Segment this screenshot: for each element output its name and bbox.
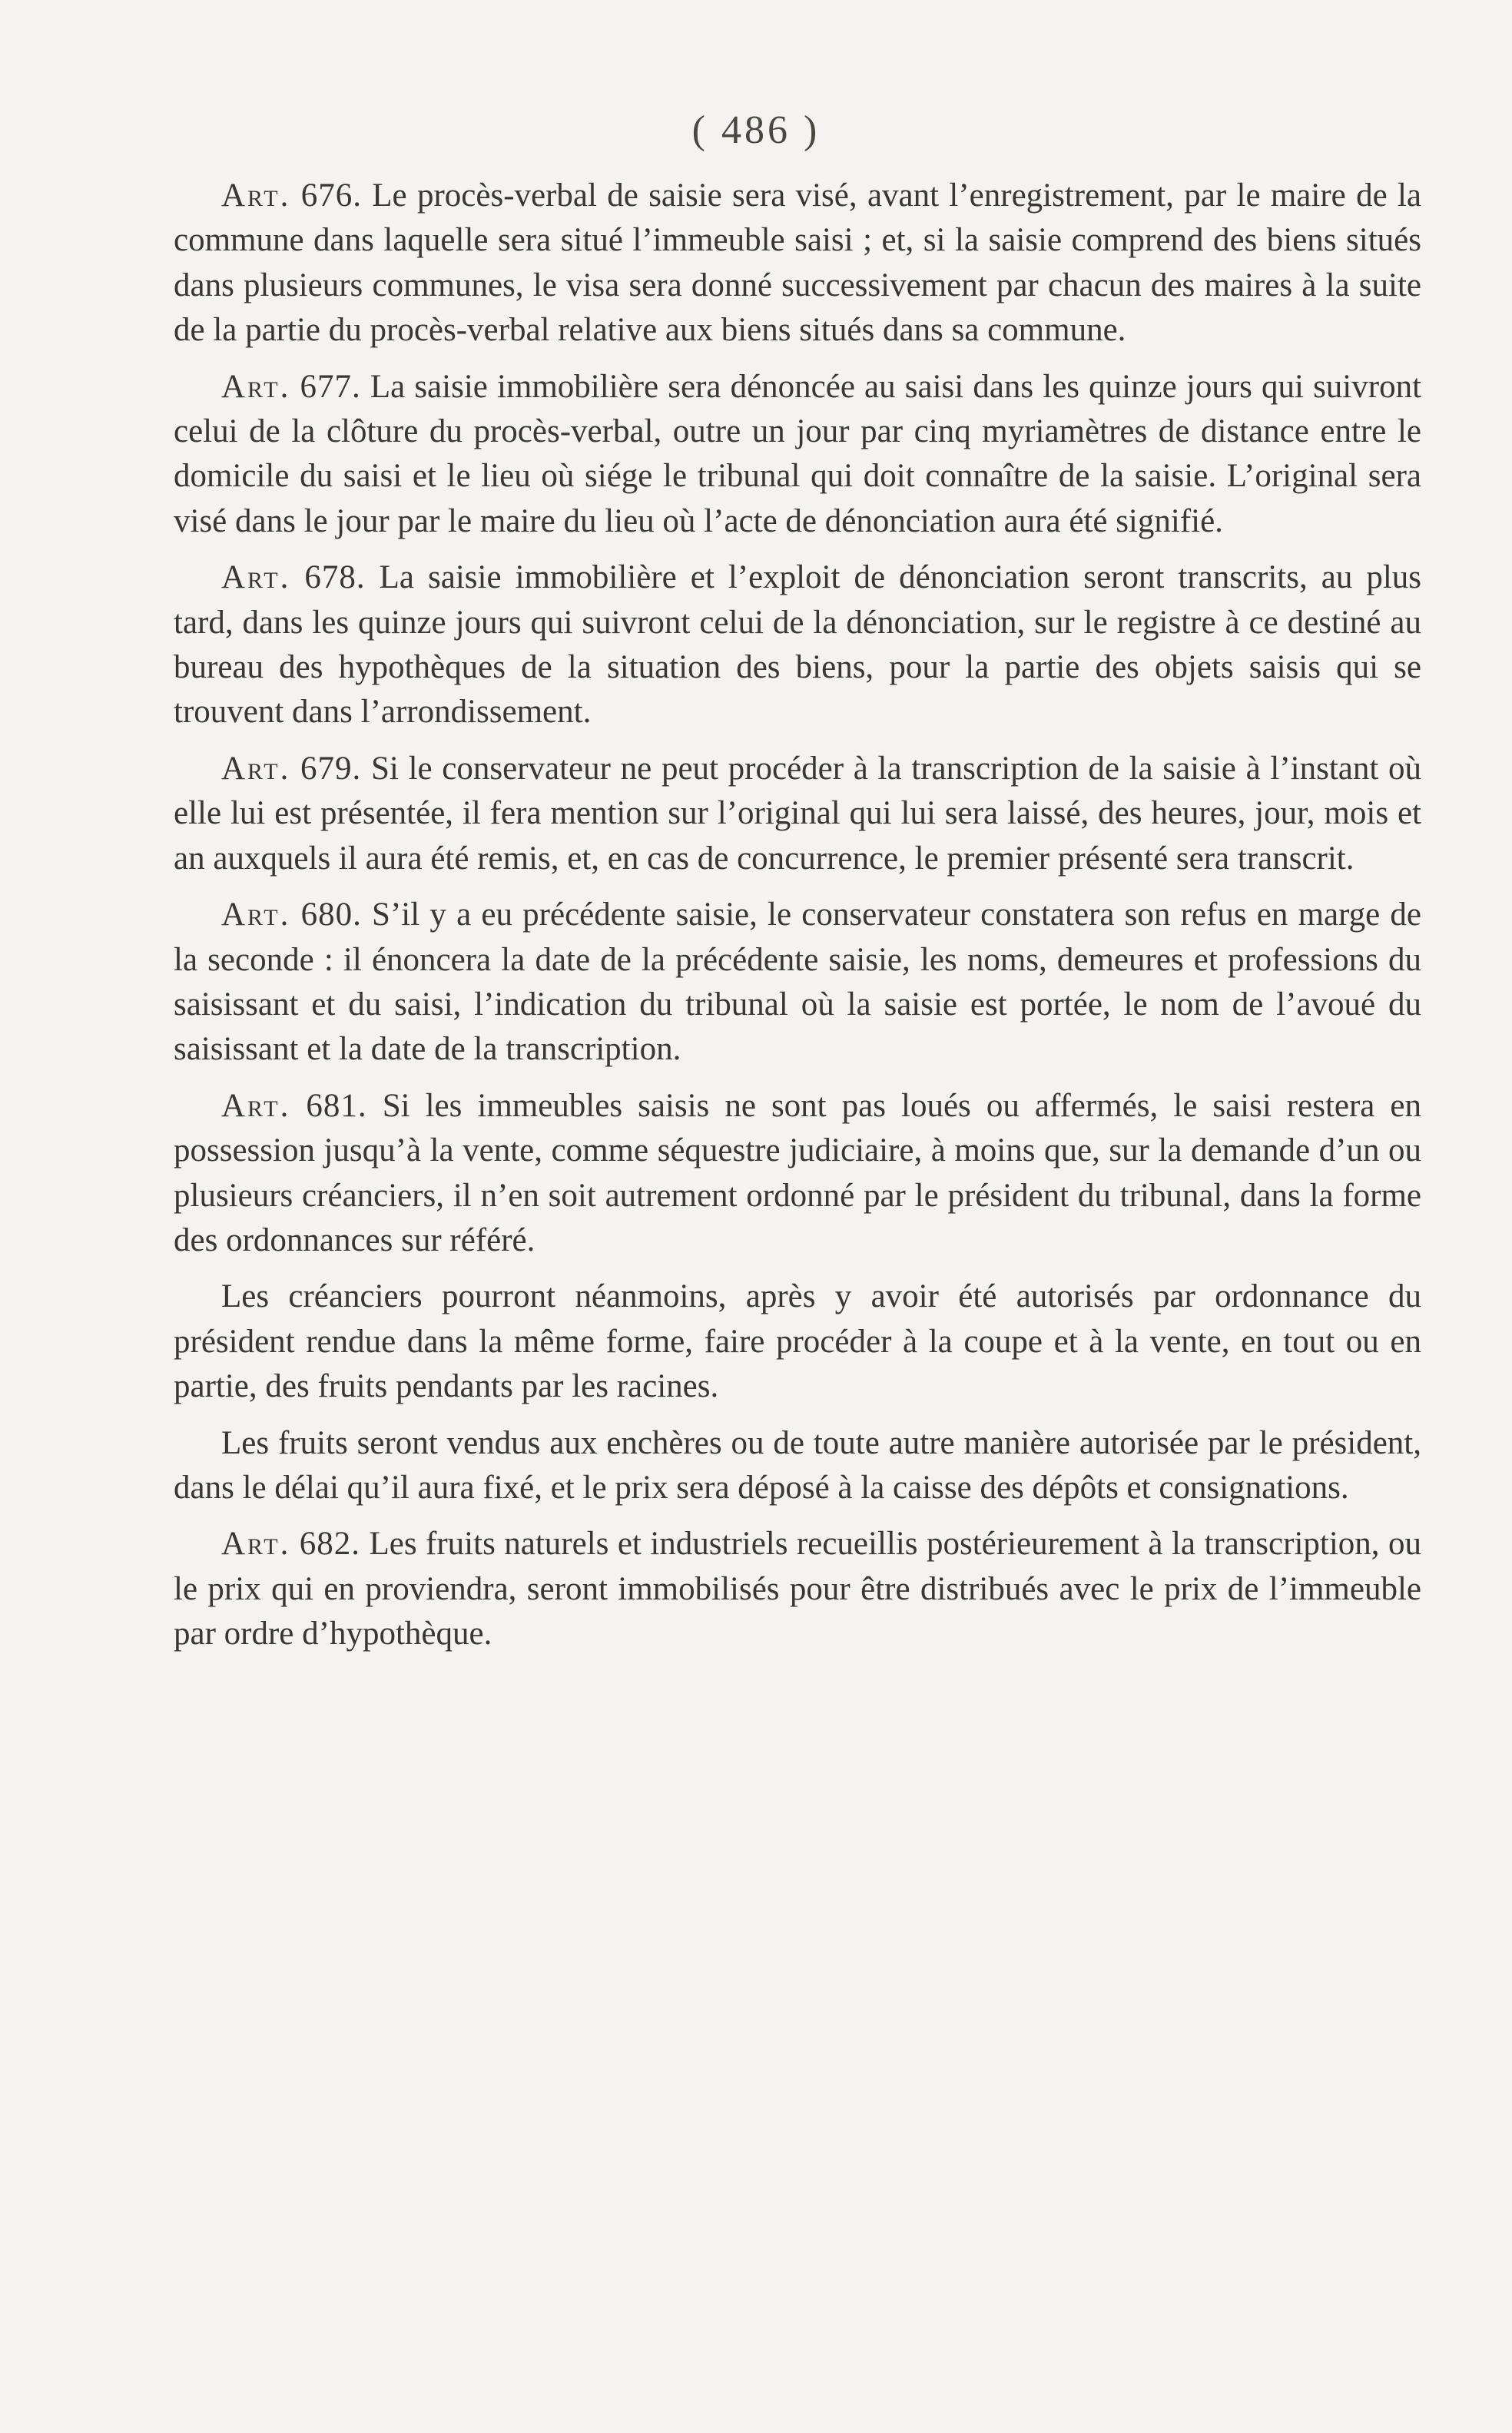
- article-number: 678.: [304, 559, 366, 596]
- article-label: Art.: [221, 750, 291, 787]
- article-label: Art.: [221, 177, 291, 214]
- body-text: [174, 174, 1421, 1669]
- article-label: Art.: [221, 559, 291, 596]
- article-number: 682.: [299, 1526, 361, 1563]
- page-number: ( 486 ): [691, 108, 821, 152]
- article-text: S’il y a eu précédente saisie, le conservateur constatera son refus en marge de la seconde : il énoncera la date de la précédente saisie, les noms, demeures et professions du saisissant et du saisi, l’indication du tribunal où la saisie est portée, le nom de l’avoué du saisissant et la date de la transcription.: [174, 897, 1422, 1068]
- article-number: 676.: [300, 177, 362, 214]
- article-681-paragraph-3: Les fruits seront vendus aux enchères ou de toute autre manière autorisée par le président, dans le délai qu’il aura fixé, et le prix sera déposé à la caisse des dépôts et consignations.: [174, 1424, 1421, 1506]
- article-text: Si les immeubles saisis ne sont pas loués ou affermés, le saisi restera en possession jusqu’à la vente, comme séquestre judiciaire, à moins que, sur la demande d’un ou plusieurs créanciers, il n’en soit autrement ordonné par le président du tribunal, dans la forme des ordonnances sur référé.: [174, 1087, 1422, 1258]
- article-681: [174, 1084, 1421, 1264]
- article-682: [174, 1522, 1421, 1656]
- article-text: La saisie immobilière sera dénoncée au saisi dans les quinze jours qui suivront celui de la clôture du procès-verbal, outre un jour par cinq myriamètres de distance entre le domicile du saisi et le lieu où siége le tribunal qui doit connaître de la saisie. L’original sera visé dans le jour par le maire du lieu où l’acte de dénonciation aura été signifié.: [174, 368, 1422, 539]
- article-681-paragraph-2: Les créanciers pourront néanmoins, après y avoir été autorisés par ordonnance du président rendue dans la même forme, faire procéder à la coupe et à la vente, en tout ou en partie, des fruits pendants par les racines.: [174, 1278, 1421, 1405]
- article-676: [174, 174, 1421, 353]
- article-text: La saisie immobilière et l’exploit de dénonciation seront transcrits, au plus tard, dans les quinze jours qui suivront celui de la dénonciation, sur le registre à ce destiné au bureau des hypothèques de la situation des biens, pour la partie des objets saisis qui se trouvent dans l’arrondissement.: [174, 559, 1422, 731]
- article-label: Art.: [221, 1526, 291, 1563]
- article-677: [174, 365, 1421, 545]
- article-680: [174, 893, 1421, 1072]
- article-text: Le procès-verbal de saisie sera visé, avant l’enregistrement, par le maire de la commune dans laquelle sera situé l’immeuble saisi ; et, si la saisie comprend des biens situés dans plusieurs communes, le visa sera donné successivement par chacun des maires à la suite de la partie du procès-verbal relative aux biens situés dans sa commune.: [174, 177, 1422, 349]
- article-number: 680.: [300, 897, 362, 933]
- article-text: Les fruits naturels et industriels recueillis postérieurement à la transcription, ou le prix qui en proviendra, seront immobilisés pour être distribués avec le prix de l’immeuble par ordre d’hypothèque.: [174, 1526, 1421, 1652]
- article-text: Si le conservateur ne peut procéder à la transcription de la saisie à l’instant où elle lui est présentée, il fera mention sur l’original qui lui sera laissé, des heures, jour, mois et an auxquels il aura été remis, et, en cas de concurrence, le premier présenté sera transcrit.: [174, 750, 1421, 877]
- article-label: Art.: [221, 368, 291, 405]
- article-679: [174, 747, 1421, 881]
- article-number: 679.: [300, 750, 362, 787]
- article-label: Art.: [221, 897, 291, 933]
- article-label: Art.: [221, 1087, 291, 1124]
- article-678: [174, 555, 1421, 735]
- article-number: 681.: [306, 1087, 367, 1124]
- article-number: 677.: [300, 368, 361, 405]
